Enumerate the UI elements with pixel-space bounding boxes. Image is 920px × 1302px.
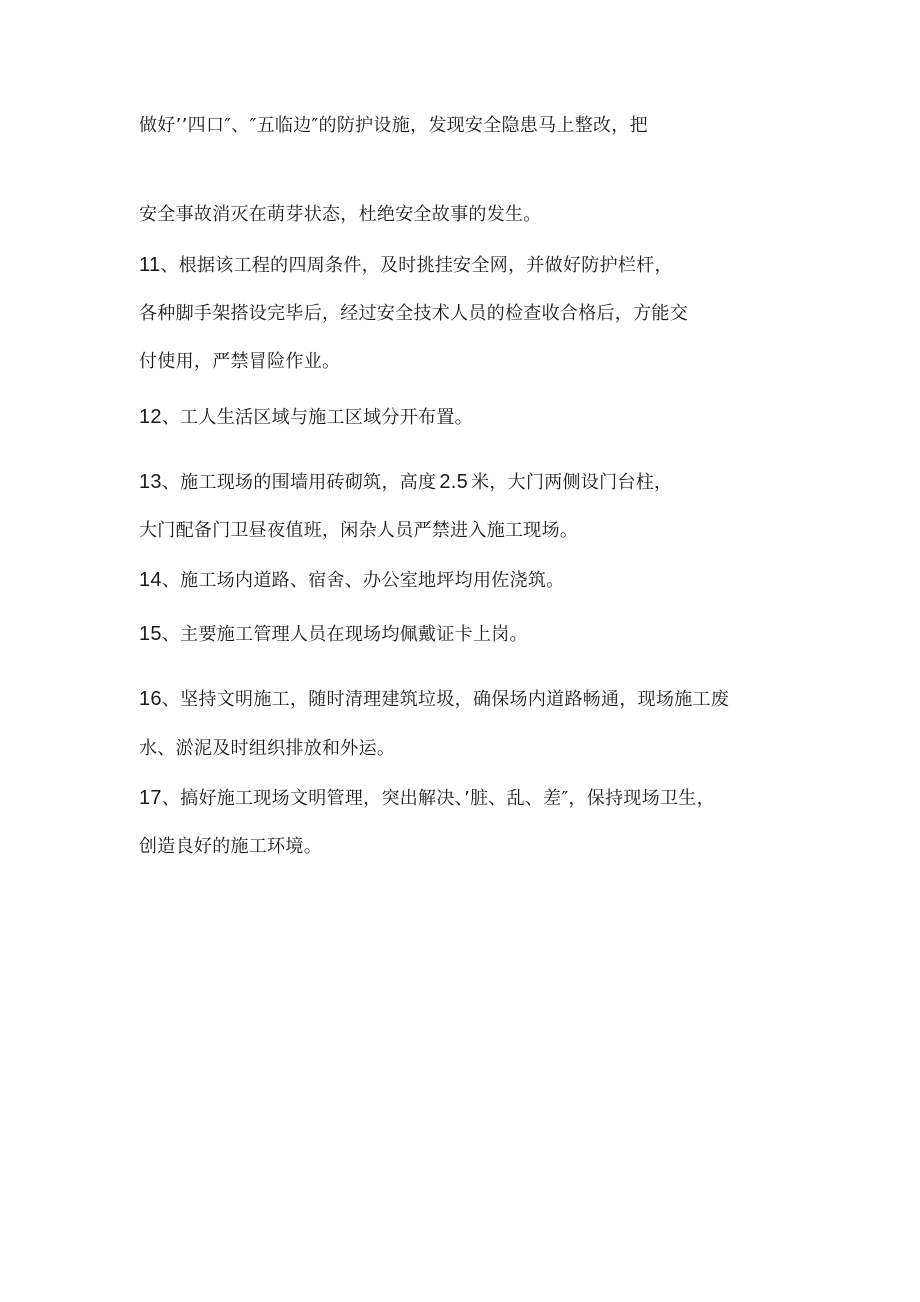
list-item-17 bbox=[139, 786, 715, 811]
height-value: 2.5 bbox=[439, 471, 469, 493]
text-line bbox=[139, 835, 322, 859]
text-line bbox=[139, 519, 578, 543]
text-line bbox=[139, 302, 688, 326]
item-number: 13 bbox=[139, 471, 162, 493]
item-text: 、工人生活区域与施工区域分开布置。 bbox=[161, 407, 473, 428]
item-number: 14 bbox=[139, 569, 162, 591]
item-number: 15 bbox=[139, 623, 162, 645]
list-item-16 bbox=[139, 687, 729, 712]
item-text: 、主要施工管理人员在现场均佩戴证卡上岗。 bbox=[161, 624, 528, 645]
text-line bbox=[139, 350, 340, 374]
text-line bbox=[139, 114, 648, 138]
line-text: 大门配备门卫昼夜值班，闲杂人员严禁进入施工现场。 bbox=[139, 520, 579, 541]
line-text: 安全事故消灭在萌芽状态，杜绝安全故事的发生。 bbox=[139, 204, 542, 225]
item-number: 16 bbox=[139, 688, 162, 710]
text-line bbox=[139, 203, 542, 227]
line-text: 付使用，严禁冒险作业。 bbox=[139, 351, 341, 372]
item-number: 12 bbox=[139, 406, 162, 428]
item-text: 、坚持文明施工，随时清理建筑垃圾，确保场内道路畅通，现场施工废 bbox=[161, 689, 730, 710]
line-text: 水、淤泥及时组织排放和外运。 bbox=[139, 738, 396, 759]
line-text: 各种脚手架搭设完毕后，经过安全技术人员的检查收合格后，方能交 bbox=[139, 303, 688, 324]
item-text: 、施工现场的围墙用砖砌筑，高度 bbox=[161, 472, 437, 493]
item-text: 米，大门两侧设门台柱， bbox=[471, 472, 673, 493]
item-text: 、施工场内道路、宿舍、办公室地坪均用佐浇筑。 bbox=[161, 570, 565, 591]
list-item-12 bbox=[139, 405, 473, 430]
text-line bbox=[139, 737, 395, 761]
line-text: 创造良好的施工环境。 bbox=[139, 836, 322, 857]
list-item-14 bbox=[139, 568, 564, 593]
line-text: 做好’’四口″、″五临边″的防护设施，发现安全隐患马上整改，把 bbox=[139, 115, 648, 136]
list-item-15 bbox=[139, 622, 528, 647]
item-number: 11 bbox=[139, 254, 161, 276]
list-item-11 bbox=[139, 253, 673, 278]
item-text: 、搞好施工现场文明管理，突出解决、’脏、乱、差″，保持现场卫生， bbox=[161, 788, 715, 809]
item-text: 、根据该工程的四周条件，及时挑挂安全网，并做好防护栏杆， bbox=[160, 255, 673, 276]
item-number: 17 bbox=[139, 787, 162, 809]
list-item-13 bbox=[139, 470, 672, 495]
